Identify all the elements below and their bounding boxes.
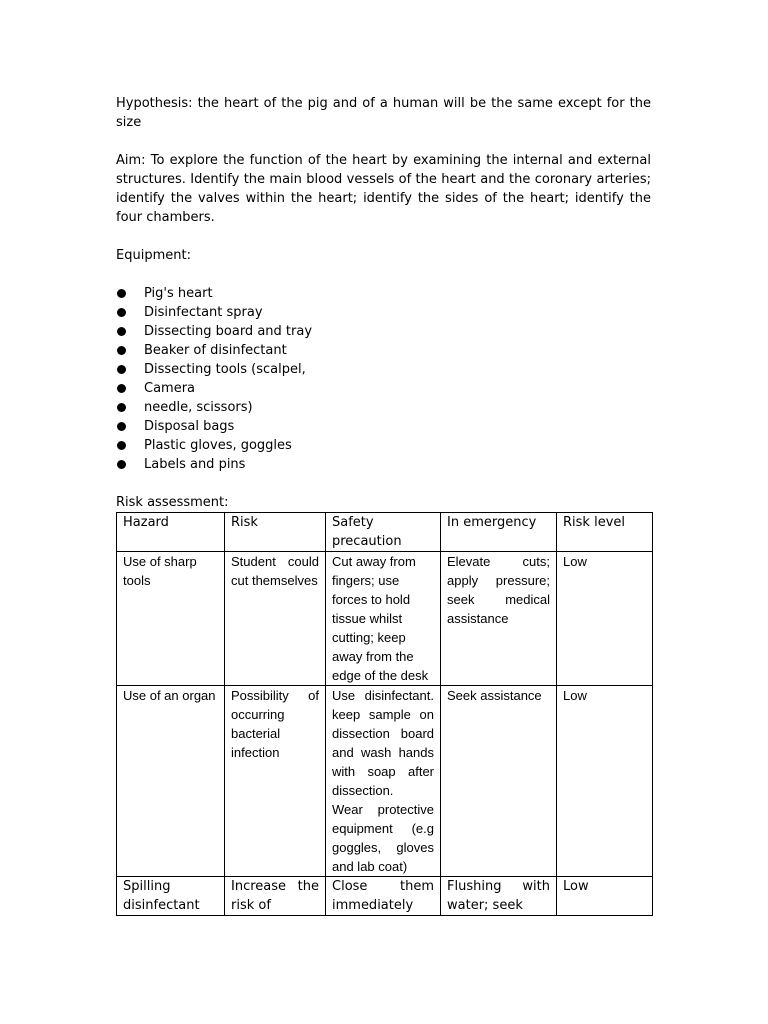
equipment-item: Plastic gloves, goggles	[116, 436, 312, 455]
header-in-emergency: In emergency	[441, 513, 557, 552]
cell-risk: Increase the risk of	[225, 877, 326, 916]
cell-risk-level: Low	[557, 686, 653, 877]
aim-paragraph: Aim: To explore the function of the heart by examining the internal and external structures. Identify the main blood vessels of the heart and the coronary arteries; identify the valves within the heart; identify the sides of the heart; identify the four chambers.	[116, 153, 651, 225]
header-risk-level: Risk level	[557, 513, 653, 552]
equipment-item: needle, scissors)	[116, 398, 312, 417]
cell-hazard: Use of sharp tools	[117, 552, 225, 686]
risk-assessment-heading: Risk assessment:	[116, 495, 229, 510]
cell-risk-level: Low	[557, 877, 653, 916]
equipment-item: Dissecting tools (scalpel,	[116, 360, 312, 379]
hypothesis-paragraph: Hypothesis: the heart of the pig and of a human will be the same except for the size	[116, 96, 651, 130]
cell-risk: Student could cut themselves	[225, 552, 326, 686]
equipment-list	[116, 284, 312, 474]
cell-risk-level: Low	[557, 552, 653, 686]
risk-assessment-table	[116, 512, 653, 916]
equipment-item: Beaker of disinfectant	[116, 341, 312, 360]
equipment-heading: Equipment:	[116, 248, 191, 263]
cell-hazard: Spilling disinfectant	[117, 877, 225, 916]
equipment-item: Disinfectant spray	[116, 303, 312, 322]
cell-hazard: Use of an organ	[117, 686, 225, 877]
table-row	[117, 686, 653, 877]
header-hazard: Hazard	[117, 513, 225, 552]
cell-safety-precaution: Close them immediately	[326, 877, 441, 916]
equipment-item: Labels and pins	[116, 455, 312, 474]
equipment-item: Camera	[116, 379, 312, 398]
equipment-item: Dissecting board and tray	[116, 322, 312, 341]
cell-safety-precaution: Use disinfectant. keep sample on dissection board and wash hands with soap after dissection. Wear protective equipment (e.g goggles, gloves and lab coat)	[326, 686, 441, 877]
table-row	[117, 552, 653, 686]
header-safety-precaution: Safety precaution	[326, 513, 441, 552]
equipment-item: Pig's heart	[116, 284, 312, 303]
header-risk: Risk	[225, 513, 326, 552]
equipment-item: Disposal bags	[116, 417, 312, 436]
cell-in-emergency: Seek assistance	[441, 686, 557, 877]
cell-in-emergency: Elevate cuts; apply pressure; seek medical assistance	[441, 552, 557, 686]
cell-risk: Possibility of occurring bacterial infection	[225, 686, 326, 877]
cell-in-emergency: Flushing with water; seek	[441, 877, 557, 916]
table-header-row	[117, 513, 653, 552]
cell-safety-precaution: Cut away from fingers; use forces to hold tissue whilst cutting; keep away from the edge of the desk	[326, 552, 441, 686]
table-row	[117, 877, 653, 916]
